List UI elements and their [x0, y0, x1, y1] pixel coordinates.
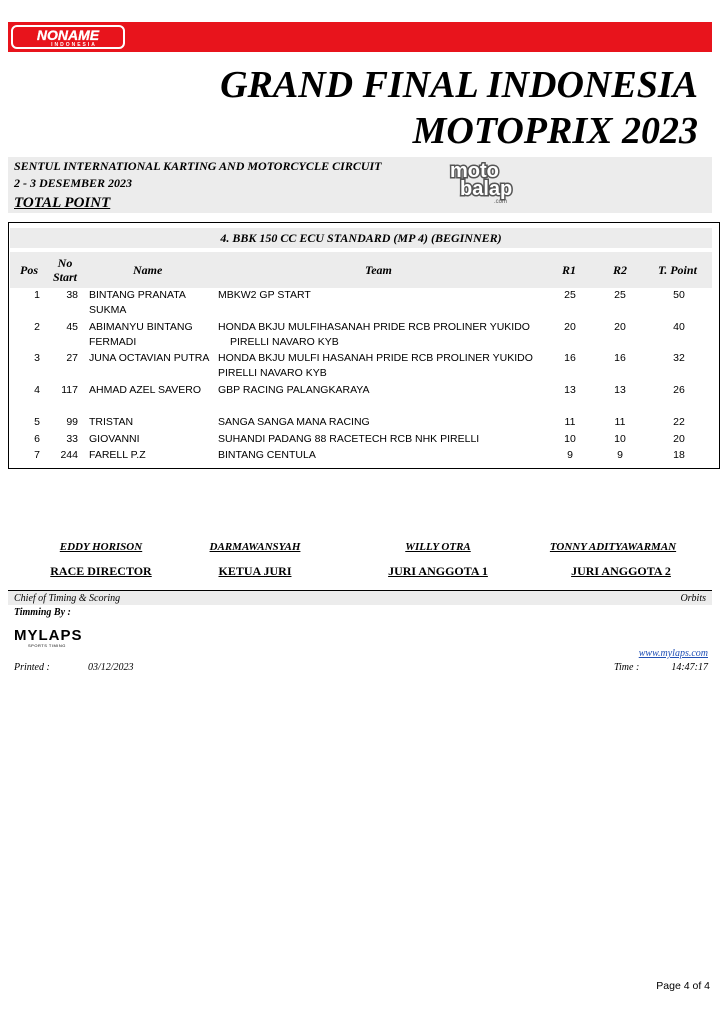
row-pos: 2 [34, 321, 40, 333]
row-r2: 25 [614, 289, 626, 301]
column-header-no: No [57, 256, 73, 270]
event-dates: 2 - 3 DESEMBER 2023 [14, 176, 133, 190]
column-header-name: Name [133, 263, 163, 277]
mylaps-logo-sub: SPORTS TIMING [28, 643, 66, 648]
signature-role-ketua-juri: KETUA JURI [218, 564, 292, 578]
row-team: BINTANG CENTULA [218, 449, 316, 461]
row-team: SUHANDI PADANG 88 RACETECH RCB NHK PIRELLI [218, 433, 480, 445]
row-team-line2: PIRELLI NAVARO KYB [230, 336, 339, 348]
signature-role-juri-anggota-1: JURI ANGGOTA 1 [388, 564, 488, 578]
row-name: JUNA OCTAVIAN PUTRA [89, 352, 210, 364]
row-total-point: 50 [673, 289, 685, 301]
row-team: HONDA BKJU MULFI HASANAH PRIDE RCB PROLINER YUKIDO [218, 352, 533, 364]
logo-text: NONAME [36, 27, 100, 43]
time-value: 14:47:17 [671, 662, 708, 673]
column-header-total-point: T. Point [658, 263, 697, 277]
row-total-point: 22 [673, 416, 685, 428]
row-team: MBKW2 GP START [218, 289, 311, 301]
table-header [10, 252, 712, 288]
motobalap-logo [448, 157, 528, 207]
row-no-start: 45 [66, 321, 78, 333]
row-no-start: 38 [66, 289, 78, 301]
signature-role-juri-anggota-2: JURI ANGGOTA 2 [571, 564, 671, 578]
column-header-start: Start [52, 270, 77, 284]
mylaps-logo-word: MYLAPS [14, 627, 83, 644]
row-name: GIOVANNI [89, 433, 140, 445]
row-r2: 20 [614, 321, 626, 333]
row-name: ABIMANYU BINTANG [89, 321, 193, 333]
motobalap-logo-sub: .com [494, 199, 508, 205]
page-number: Page 4 of 4 [656, 980, 710, 992]
row-no-start: 244 [60, 449, 78, 461]
column-header-team: Team [365, 263, 392, 277]
column-header-no-start [48, 256, 82, 284]
page-title-line2: MOTOPRIX 2023 [412, 110, 698, 152]
row-no-start: 33 [66, 433, 78, 445]
row-r1: 13 [564, 384, 576, 396]
row-name: TRISTAN [89, 416, 134, 428]
row-r1: 11 [564, 416, 576, 428]
row-r2: 16 [614, 352, 626, 364]
row-total-point: 40 [673, 321, 685, 333]
row-name: FARELL P.Z [89, 449, 146, 461]
event-venue: SENTUL INTERNATIONAL KARTING AND MOTORCYCLE CIRCUIT [14, 159, 382, 173]
signature-name-juri-anggota-2: TONNY ADITYAWARMAN [549, 541, 677, 553]
row-team: GBP RACING PALANGKARAYA [218, 384, 370, 396]
printed-date: 03/12/2023 [88, 662, 134, 673]
noname-indonesia-logo [10, 24, 126, 50]
category-title: 4. BBK 150 CC ECU STANDARD (MP 4) (BEGINNER) [10, 228, 712, 248]
row-r2: 10 [614, 433, 626, 445]
mylaps-logo [14, 628, 83, 648]
row-r1: 20 [564, 321, 576, 333]
column-header-r1: R1 [562, 263, 577, 277]
row-team: HONDA BKJU MULFIHASANAH PRIDE RCB PROLINER YUKIDO [218, 321, 530, 333]
row-r2: 11 [614, 416, 626, 428]
column-header-pos: Pos [20, 263, 38, 277]
mylaps-website-link[interactable]: www.mylaps.com [638, 648, 708, 659]
row-name: AHMAD AZEL SAVERO [89, 384, 202, 396]
row-pos: 5 [34, 416, 40, 428]
row-no-start: 27 [66, 352, 78, 364]
row-pos: 1 [34, 289, 40, 301]
signature-role-race-director: RACE DIRECTOR [50, 564, 152, 578]
row-no-start: 99 [66, 416, 78, 428]
column-header-r2: R2 [613, 263, 628, 277]
row-total-point: 32 [673, 352, 685, 364]
row-pos: 4 [34, 384, 40, 396]
row-total-point: 26 [673, 384, 685, 396]
timming-by-label: Timming By : [14, 607, 71, 618]
row-r2: 9 [617, 449, 623, 461]
signature-name-race-director: EDDY HORISON [59, 541, 143, 553]
report-title: TOTAL POINT [14, 195, 111, 211]
row-r1: 9 [567, 449, 573, 461]
signature-name-juri-anggota-1: WILLY OTRA [405, 541, 471, 553]
row-r2: 13 [614, 384, 626, 396]
row-total-point: 20 [673, 433, 685, 445]
row-pos: 6 [34, 433, 40, 445]
logo-subtext: INDONESIA [51, 42, 97, 48]
row-team-line2: PIRELLI NAVARO KYB [218, 367, 327, 379]
signature-name-ketua-juri: DARMAWANSYAH [209, 541, 301, 553]
time-label: Time : [614, 662, 640, 673]
row-team: SANGA SANGA MANA RACING [218, 416, 370, 428]
orbits-label: Orbits [680, 593, 706, 604]
printed-label: Printed : [14, 662, 50, 673]
row-pos: 3 [34, 352, 40, 364]
page-title-line1: GRAND FINAL INDONESIA [220, 64, 698, 106]
row-r1: 16 [564, 352, 576, 364]
row-total-point: 18 [673, 449, 685, 461]
row-name: BINTANG PRANATA [89, 289, 186, 301]
row-r1: 10 [564, 433, 576, 445]
motobalap-logo-line2: balap [460, 178, 513, 200]
motobalap-logo-line1: moto [450, 160, 499, 182]
row-pos: 7 [34, 449, 40, 461]
row-name-line2: FERMADI [89, 336, 137, 348]
row-no-start: 117 [61, 384, 78, 396]
row-r1: 25 [564, 289, 576, 301]
row-name-line2: SUKMA [89, 304, 127, 316]
chief-of-timing-label: Chief of Timing & Scoring [14, 593, 121, 604]
